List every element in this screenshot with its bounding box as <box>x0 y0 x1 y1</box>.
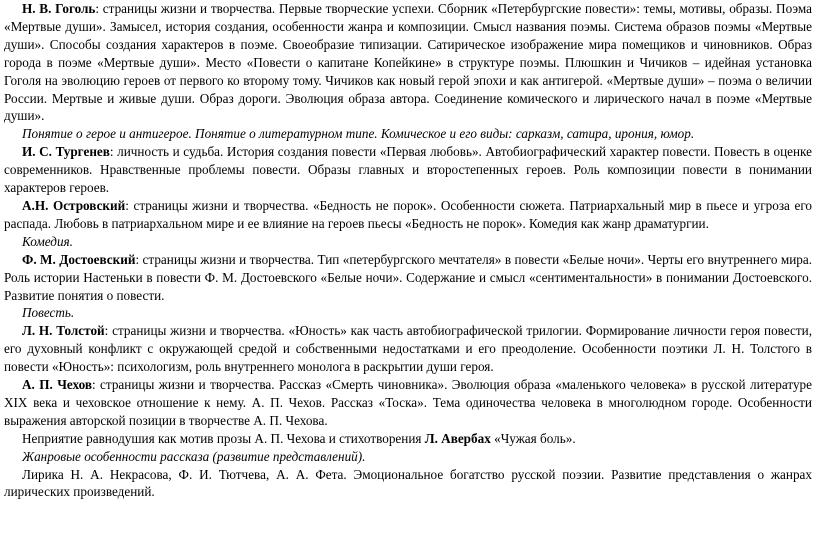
paragraph-text: Понятие о герое и антигерое. Понятие о литературном типе. Комическое и его виды: сарказм, сатира, ирония, юмор. <box>22 126 695 142</box>
paragraph-text: : страницы жизни и творчества. «Бедность не порок». Особенности сюжета. Патриархальный мир в пьесе и угроза его распада. Любовь в патриархальном мире и ее влияние на героев пьесы «Бедность не порок». Комедия как жанр драматургии. <box>4 197 812 231</box>
paragraph-chekhov <box>4 376 812 430</box>
author-name: Ф. М. Достоевский <box>22 251 136 267</box>
paragraph-text: : страницы жизни и творчества. Первые творческие успехи. Сборник «Петербургские повести»: темы, мотивы, образы. Поэма «Мертвые души». Замысел, история создания, особенности жанра и композиции. Смысл названия поэмы. Система образов поэмы «Мертвые души». Способы создания характеров в поэме. Своеобразие типизации. Сатирическое изображение мира помещиков и чиновников. Образ города в поэме «Мертвые души». Место «Повести о капитане Копейкине» в структуре поэмы. Плюшкин и Чичиков – идейная установка Гоголя на эволюцию героев от первого ко второму тому. Чичиков как новый герой эпохи и как антигерой. «Мертвые души» – поэма о величии России. Мертвые и живые души. Образ дороги. Эволюция образа автора. Соединение комического и лирического начал в поэме «Мертвые души». <box>4 1 812 124</box>
paragraph-story-note <box>4 304 812 322</box>
paragraph-text: : страницы жизни и творчества. «Юность» как часть автобиографической трилогии. Формирование личности героя повести, его духовный конфликт с окружающей средой и собственными недостатками и его преодоление. Особенности поэтики Л. Н. Толстого в повести «Юность»: психологизм, роль внутреннего монолога в раскрытии души героя. <box>4 323 812 375</box>
paragraph-genre-note <box>4 448 812 466</box>
paragraph-lyrics <box>4 466 812 502</box>
paragraph-text-after: «Чужая боль». <box>490 430 576 446</box>
author-name: Л. Н. Толстой <box>22 323 105 339</box>
poet-name: Л. Авербах <box>424 430 491 446</box>
paragraph-indifference <box>4 430 812 448</box>
paragraph-comedy-note <box>4 233 812 251</box>
paragraph-hero-antihero-note <box>4 125 812 143</box>
paragraph-text: Лирика Н. А. Некрасова, Ф. И. Тютчева, А. А. Фета. Эмоциональное богатство русской поэзии. Развитие представления о жанрах лирических произведений. <box>4 466 812 500</box>
author-name: И. С. Тургенев <box>22 144 110 160</box>
paragraph-gogol <box>4 0 812 125</box>
paragraph-text: : личность и судьба. История создания повести «Первая любовь». Автобиографический характер повести. Повесть в оценке современников. Нравственные проблемы повести. Образы главных и второстепенных героев. Роль композиции повести в понимании характеров героев. <box>4 144 812 196</box>
paragraph-ostrovsky <box>4 197 812 233</box>
paragraph-dostoevsky <box>4 251 812 305</box>
paragraph-text: Жанровые особенности рассказа (развитие представлений). <box>22 448 366 464</box>
paragraph-text: Повесть. <box>22 305 75 321</box>
paragraph-turgenev <box>4 143 812 197</box>
author-name: Н. В. Гоголь <box>22 1 96 16</box>
paragraph-text: : страницы жизни и творчества. Тип «петербургского мечтателя» в повести «Белые ночи». Черты его внутреннего мира. Роль истории Настеньки в повести Ф. М. Достоевского «Белые ночи». Содержание и смысл «сентиментальности» в понимании Достоевского. Развитие понятия о повести. <box>4 251 812 303</box>
author-name: А. П. Чехов <box>22 377 92 393</box>
paragraph-text: Комедия. <box>22 233 73 249</box>
paragraph-tolstoy <box>4 322 812 376</box>
paragraph-text: : страницы жизни и творчества. Рассказ «Смерть чиновника». Эволюция образа «маленького человека» в русской литературе XIX века и чеховское отношение к нему. А. П. Чехов. Рассказ «Тоска». Тема одиночества человека в многолюдном городе. Особенности выражения авторской позиции в творчестве А. П. Чехова. <box>4 377 812 428</box>
author-name: А.Н. Островский <box>22 197 126 213</box>
paragraph-text: Неприятие равнодушия как мотив прозы А. П. Чехова и стихотворения <box>22 430 425 446</box>
